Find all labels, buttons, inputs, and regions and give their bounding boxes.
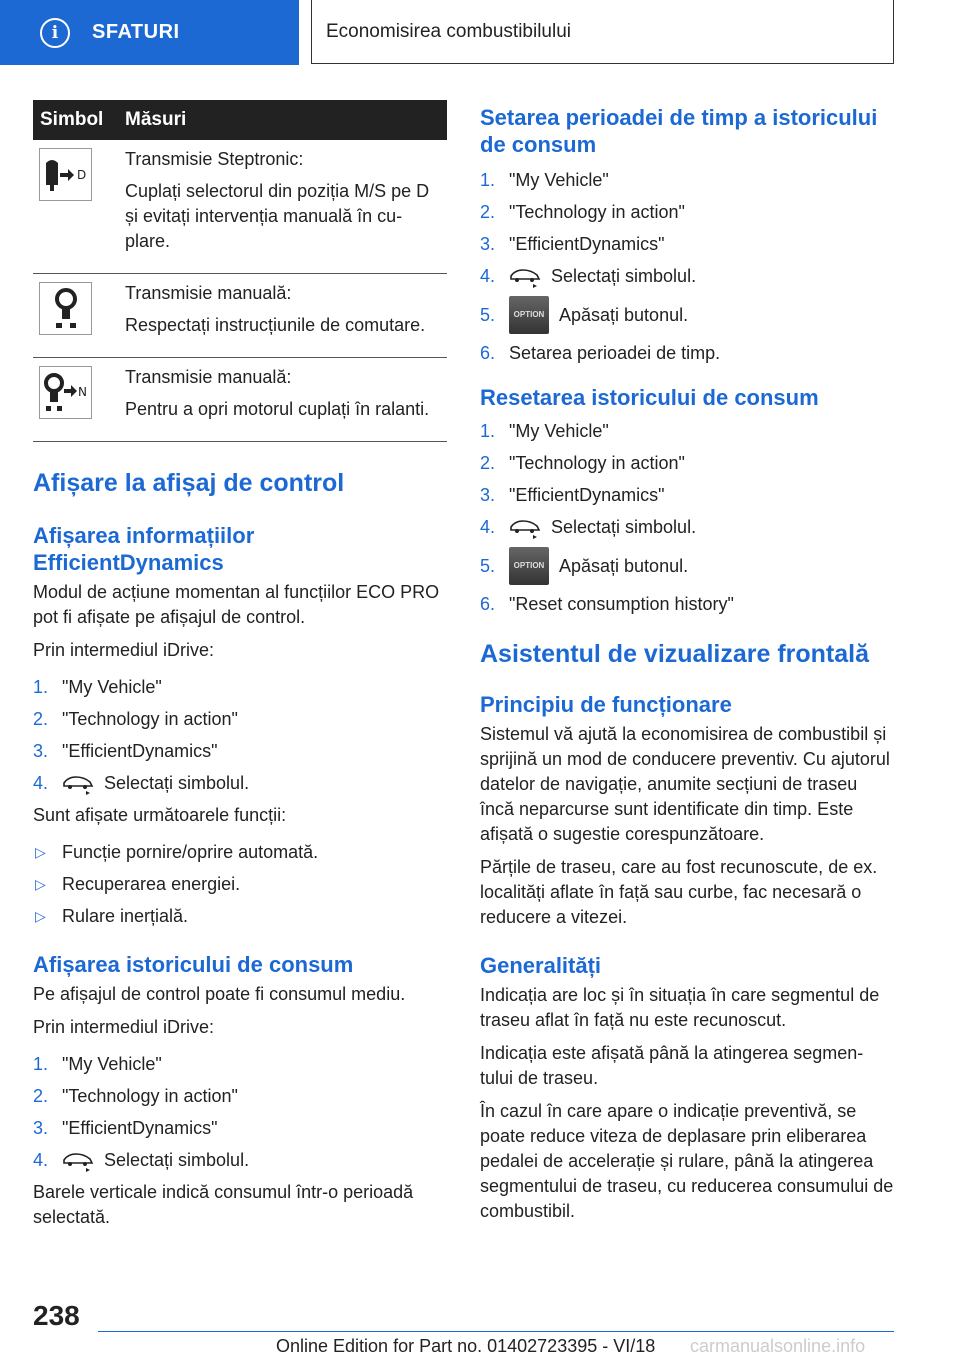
table-row [33,274,447,358]
paragraph: Barele verticale indică consumul într-o perioadă selectată. [33,1182,414,1227]
list-item: 4. Selectați simbolul. [480,517,697,537]
list-item: 1. "My Vehicle" [33,677,162,697]
paragraph: În cazul în care apare o indicație preventivă, se poate reduce viteza de deplasare prin eliberarea pedalei de accelerație și rulare, până la atingerea segmentului de traseu, cu reducerea consumului de combustibil. [480,1101,894,1221]
info-icon: i [40,18,70,48]
symbol-table [33,100,447,442]
section-tab [0,0,299,65]
list-item: 3. "EfficientDynamics" [33,741,218,761]
heading-efficientdynamics: Afișarea informațiilor EfficientDynamics [33,523,255,575]
row-text: Cuplați selectorul din poziția M/S pe D și evitați intervenția manuală în cu-plare. [125,181,430,251]
list-item: 6. Setarea perioadei de timp. [480,343,721,363]
heading-principle: Principiu de funcționare [480,692,732,717]
paragraph: Prin intermediul iDrive: [33,1017,215,1037]
step-list [33,1052,447,1173]
paragraph: Prin intermediul iDrive: [33,640,215,660]
heading-consumption-history: Afișarea istoricului de consum [33,952,354,977]
row-title: Transmisie manuală: [125,283,292,303]
paragraph: Sistemul vă ajută la economisirea de combustibil și sprijină un mod de conducere preventiv. Cu ajutorul datelor de navigație, anumite secțiuni de traseu încă neparcurse sunt identificate din timp. Este afișată o sugestie corespunzătoare. [480,724,890,844]
list-item: 2. "Technology in action" [480,453,685,473]
list-item: 3. "EfficientDynamics" [480,485,665,505]
footer-divider [98,1331,894,1332]
car-efficiency-icon [62,773,94,795]
list-item: 6. "Reset consumption history" [480,594,734,614]
manual-gear-icon [39,282,92,335]
list-item: 1. "My Vehicle" [480,421,609,441]
heading-reset-history: Resetarea istoricului de consum [480,385,819,410]
paragraph: Indicația are loc și în situația în care segmentul de traseu aflat în față nu este recunoscut. [480,985,880,1030]
list-item: 4. Selectați simbolul. [480,266,697,286]
heading-general: Generalități [480,953,602,978]
manual-neutral-icon [39,366,92,419]
paragraph: Sunt afișate următoarele funcții: [33,805,287,825]
paragraph: Indicația este afișată până la atingerea segmen-tului de traseu. [480,1043,864,1088]
heading-set-period: Setarea perioadei de timp a istoricului de consum [480,105,878,157]
left-column [33,100,447,1230]
col-header-symbol: Simbol [33,100,115,140]
row-title: Transmisie Steptronic: [125,149,304,169]
list-item: ▷ Funcție pornire/oprire automată. [35,842,319,862]
car-efficiency-icon [509,266,541,288]
steptronic-gear-icon [39,148,92,201]
list-item: 2. "Technology in action" [33,1086,238,1106]
list-item: 5. OPTION Apăsați butonul. [480,547,896,585]
table-row [33,358,447,442]
watermark: carmanualsonline.info [690,1336,866,1356]
list-item: ▷ Rulare inerțială. [35,906,189,926]
list-item: 1. "My Vehicle" [33,1054,162,1074]
chapter-title: Economisirea combustibilului [326,20,571,42]
paragraph: Modul de acțiune momentan al funcțiilor ECO PRO pot fi afișate pe afișajul de control. [33,582,440,627]
bullet-list [33,840,447,929]
row-title: Transmisie manuală: [125,367,292,387]
heading-forward-assistant: Asistentul de vizualizare frontală [480,640,869,668]
page-number: 238 [33,1300,80,1331]
col-header-measures: Măsuri [115,100,447,140]
list-item: 4. Selectați simbolul. [33,773,250,793]
section-label: SFATURI [92,21,180,43]
row-text: Pentru a opri motorul cuplați în ralanti. [125,399,430,419]
list-item: 3. "EfficientDynamics" [33,1118,218,1138]
list-item: 5. OPTION Apăsați butonul. [480,296,896,334]
list-item: 1. "My Vehicle" [480,170,609,190]
step-list [33,675,447,796]
chapter-header [311,0,894,64]
option-button-icon: OPTION [509,547,549,585]
heading-display: Afișare la afișaj de control [33,469,345,497]
paragraph: Părțile de traseu, care au fost recunoscute, de ex. localități aflate în față sau curbe, fac necesară o reducere a vitezei. [480,857,878,927]
list-item: 2. "Technology in action" [480,202,685,222]
list-item: 4. Selectați simbolul. [33,1150,250,1170]
list-item: 3. "EfficientDynamics" [480,234,665,254]
table-row [33,140,447,274]
step-list [480,419,896,617]
edition-text: Online Edition for Part no. 01402723395 - VI/18 [276,1336,656,1356]
step-list [480,168,896,366]
list-item: 2. "Technology in action" [33,709,238,729]
svg-text:D: D [76,167,86,182]
right-column [480,104,896,1224]
car-efficiency-icon [62,1150,94,1172]
list-item: ▷ Recuperarea energiei. [35,874,241,894]
svg-text:N: N [77,384,87,399]
option-button-icon: OPTION [509,296,549,334]
paragraph: Pe afișajul de control poate fi consumul mediu. [33,984,406,1004]
row-text: Respectați instrucțiunile de comutare. [125,315,426,335]
car-efficiency-icon [509,517,541,539]
